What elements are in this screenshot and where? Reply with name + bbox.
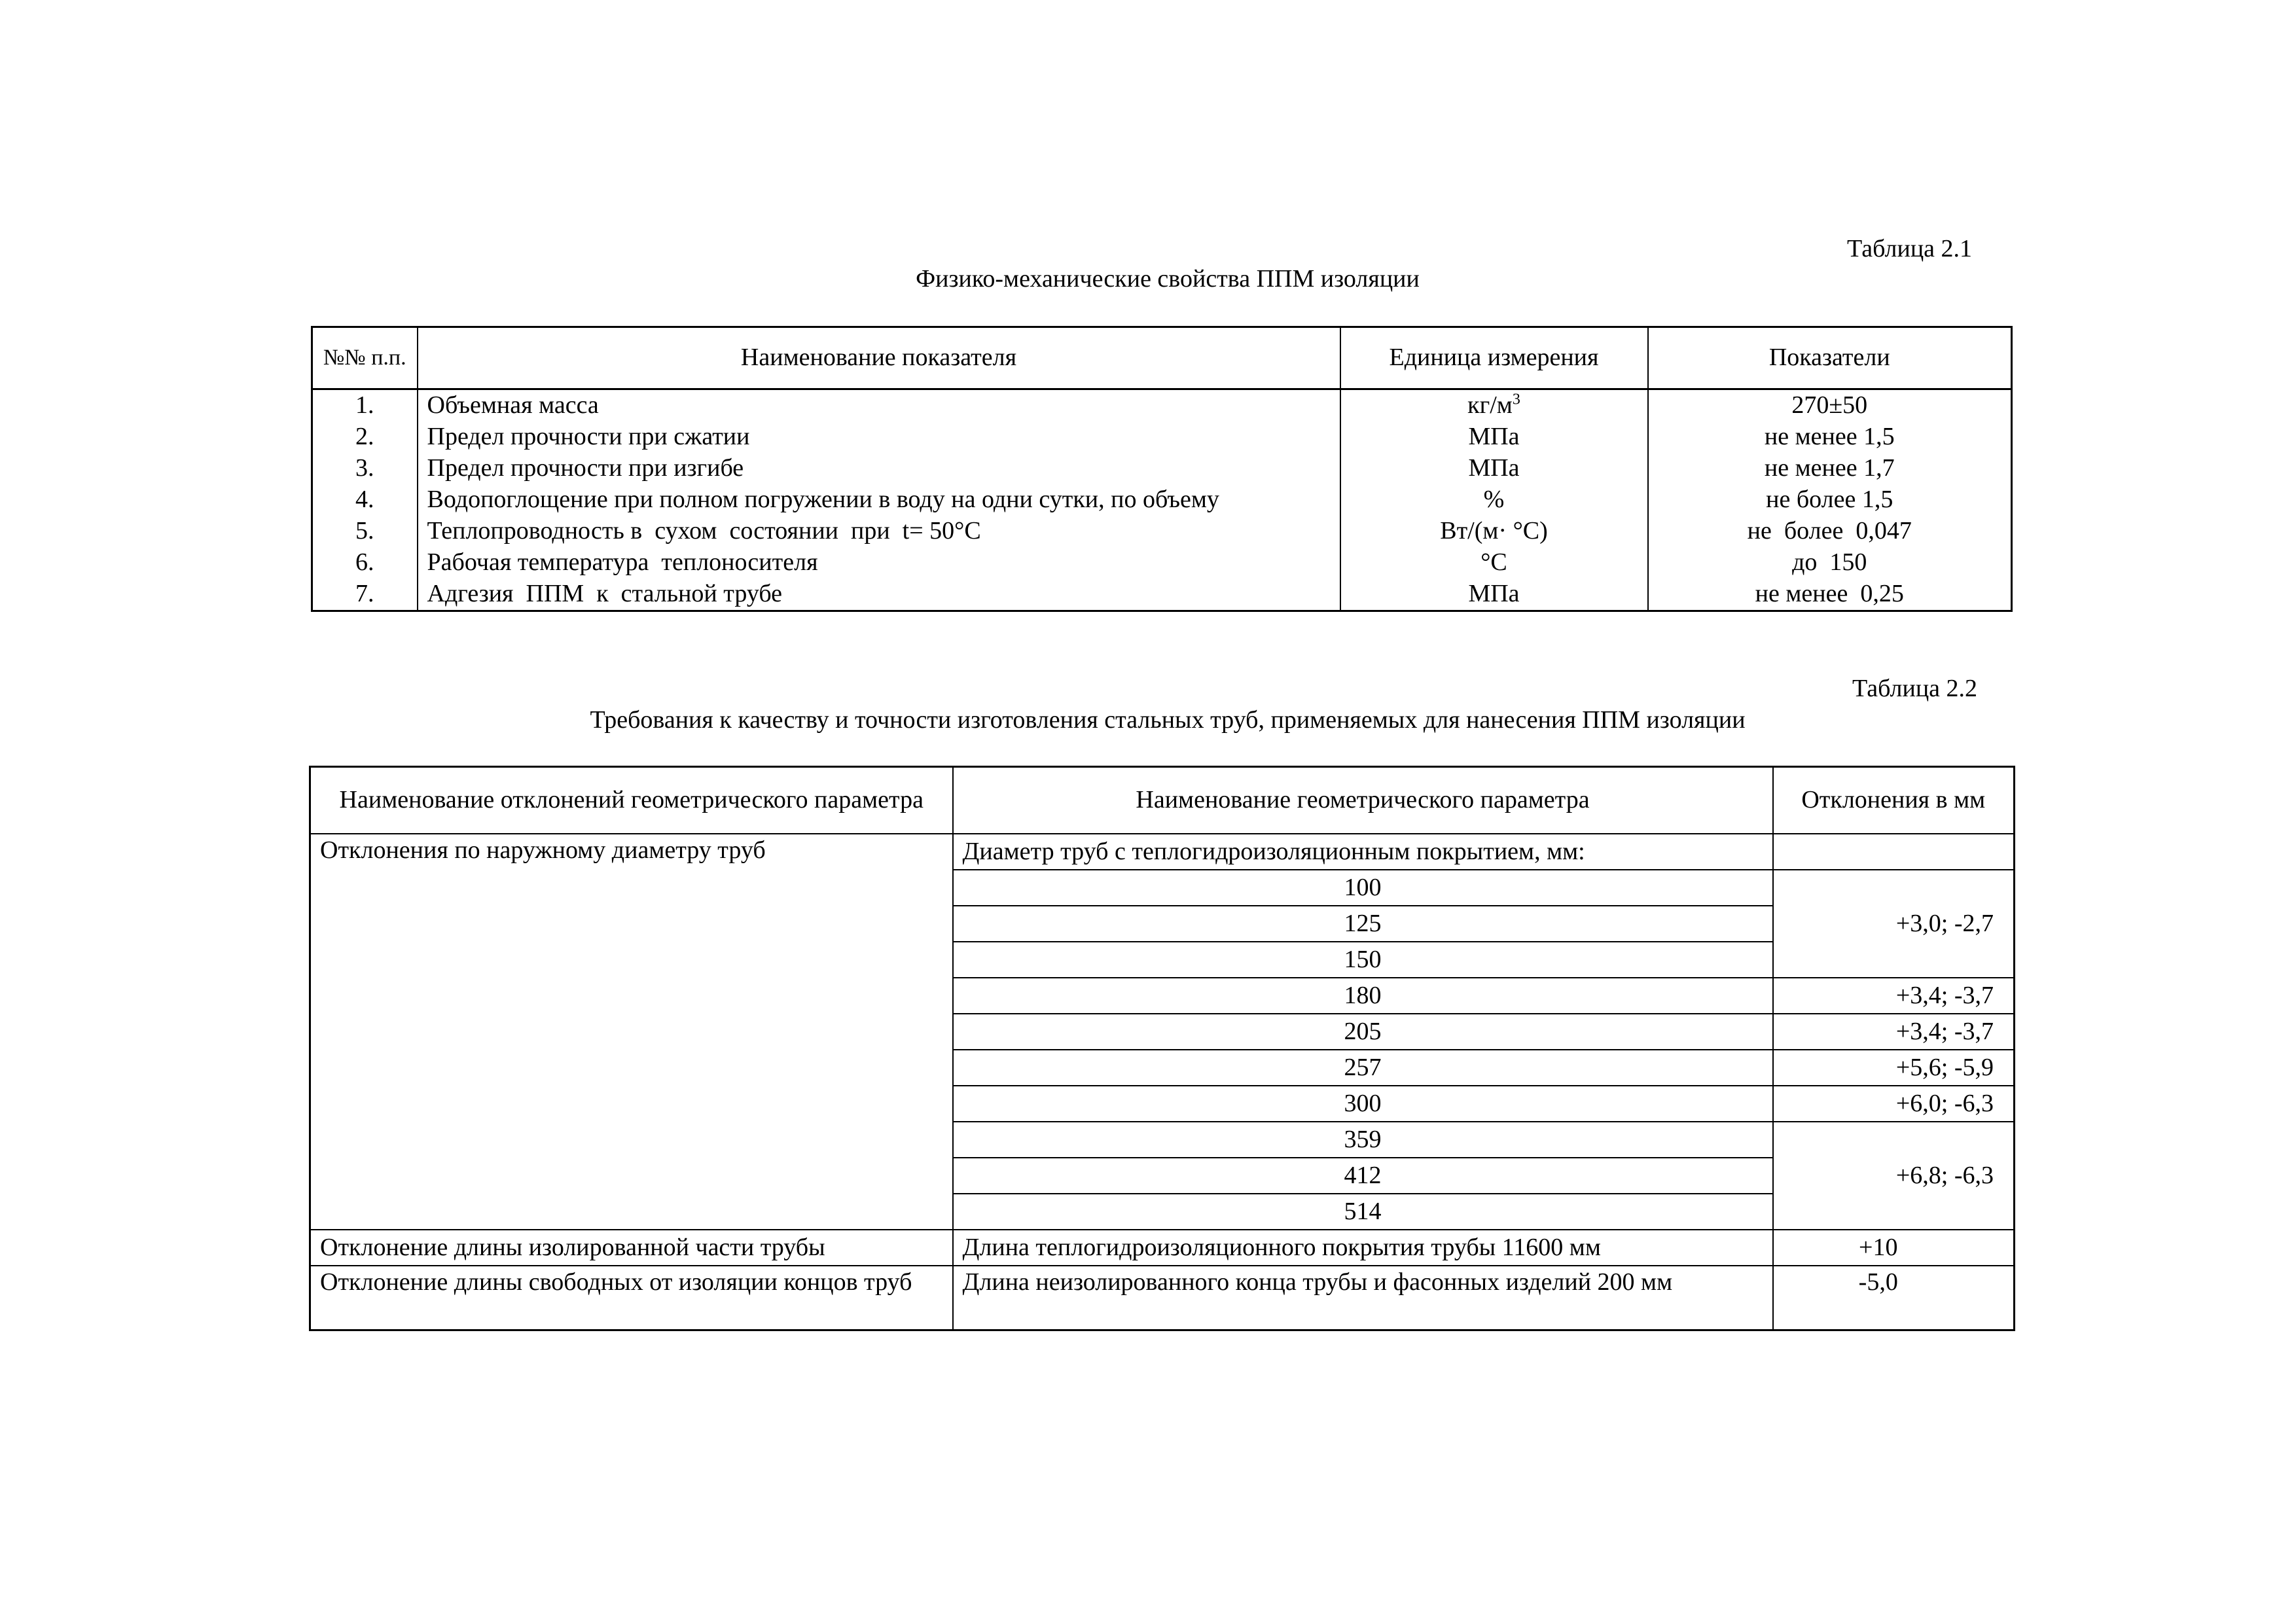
diameter-value: 205 — [953, 1014, 1773, 1050]
free-ends-param: Длина неизолированного конца трубы и фасонных изделий 200 мм — [953, 1266, 1773, 1330]
table2-title: Требования к качеству и точности изготовления стальных труб, применяемых для нанесения ППМ изоляции — [590, 706, 1746, 734]
row-num: 4. — [312, 484, 418, 516]
table-row — [312, 547, 2012, 579]
table-row — [312, 453, 2012, 484]
length-param: Длина теплогидроизоляционного покрытия трубы 11600 мм — [953, 1230, 1773, 1266]
free-ends-deviation: -5,0 — [1773, 1266, 2015, 1330]
row-unit: МПа — [1340, 453, 1648, 484]
table-row — [312, 389, 2012, 422]
table1-label: Таблица 2.1 — [1847, 235, 1973, 262]
diameter-value: 150 — [953, 942, 1773, 978]
length-deviation: +10 — [1773, 1230, 2015, 1266]
header-num: №№ п.п. — [312, 327, 418, 389]
table-row — [312, 579, 2012, 611]
row-num: 3. — [312, 453, 418, 484]
header-unit: Единица измерения — [1340, 327, 1648, 389]
row-unit: °С — [1340, 547, 1648, 579]
unit-superscript: 3 — [1512, 391, 1520, 408]
properties-table — [311, 326, 2013, 612]
table-row — [310, 834, 2015, 870]
free-ends-name: Отклонение длины свободных от изоляции концов труб — [310, 1266, 953, 1330]
deviation-value: +3,0; -2,7 — [1773, 870, 2015, 978]
row-value: не менее 0,25 — [1648, 579, 2012, 611]
outer-diameter-name: Отклонения по наружному диаметру труб — [310, 834, 953, 1230]
diameter-value: 300 — [953, 1086, 1773, 1122]
row-name: Предел прочности при сжатии — [418, 421, 1340, 453]
row-num: 2. — [312, 421, 418, 453]
table-row — [312, 421, 2012, 453]
row-num: 7. — [312, 579, 418, 611]
row-name: Адгезия ППМ к стальной трубе — [418, 579, 1340, 611]
empty-cell — [1773, 834, 2015, 870]
row-unit: МПа — [1340, 579, 1648, 611]
table1-title: Физико-механические свойства ППМ изоляции — [916, 265, 1420, 293]
row-value: до 150 — [1648, 547, 2012, 579]
diameter-param-title: Диаметр труб с теплогидроизоляционным покрытием, мм: — [953, 834, 1773, 870]
deviation-value: +3,4; -3,7 — [1773, 1014, 2015, 1050]
length-name: Отклонение длины изолированной части трубы — [310, 1230, 953, 1266]
diameter-value: 412 — [953, 1158, 1773, 1194]
deviation-value: +5,6; -5,9 — [1773, 1050, 2015, 1086]
header-deviation-mm: Отклонения в мм — [1773, 767, 2015, 834]
row-num: 1. — [312, 389, 418, 422]
row-value: не более 1,5 — [1648, 484, 2012, 516]
row-name: Теплопроводность в сухом состоянии при t= 50°С — [418, 516, 1340, 547]
table1-header-row — [312, 327, 2012, 389]
row-num: 6. — [312, 547, 418, 579]
row-name: Объемная масса — [418, 389, 1340, 422]
row-num: 5. — [312, 516, 418, 547]
row-value: не менее 1,7 — [1648, 453, 2012, 484]
table2-header-row — [310, 767, 2015, 834]
tolerance-table — [309, 766, 2015, 1331]
diameter-value: 514 — [953, 1194, 1773, 1230]
header-deviation-name: Наименование отклонений геометрического параметра — [310, 767, 953, 834]
row-value: не менее 1,5 — [1648, 421, 2012, 453]
unit-text: кг/м — [1467, 391, 1513, 419]
diameter-value: 257 — [953, 1050, 1773, 1086]
row-unit: МПа — [1340, 421, 1648, 453]
row-value: 270±50 — [1648, 389, 2012, 422]
diameter-value: 359 — [953, 1122, 1773, 1158]
header-value: Показатели — [1648, 327, 2012, 389]
row-value: не более 0,047 — [1648, 516, 2012, 547]
deviation-value: +3,4; -3,7 — [1773, 978, 2015, 1014]
diameter-value: 180 — [953, 978, 1773, 1014]
header-name: Наименование показателя — [418, 327, 1340, 389]
table2-label: Таблица 2.2 — [1852, 675, 1978, 702]
table-row — [310, 1230, 2015, 1266]
table-row — [312, 516, 2012, 547]
table-row — [310, 1266, 2015, 1330]
row-unit: Вт/(м· °С) — [1340, 516, 1648, 547]
row-unit — [1340, 389, 1648, 422]
deviation-value: +6,8; -6,3 — [1773, 1122, 2015, 1230]
diameter-value: 100 — [953, 870, 1773, 906]
table-row — [312, 484, 2012, 516]
deviation-value: +6,0; -6,3 — [1773, 1086, 2015, 1122]
row-name: Предел прочности при изгибе — [418, 453, 1340, 484]
header-param-name: Наименование геометрического параметра — [953, 767, 1773, 834]
diameter-value: 125 — [953, 906, 1773, 942]
row-name: Водопоглощение при полном погружении в воду на одни сутки, по объему — [418, 484, 1340, 516]
row-name: Рабочая температура теплоносителя — [418, 547, 1340, 579]
row-unit: % — [1340, 484, 1648, 516]
